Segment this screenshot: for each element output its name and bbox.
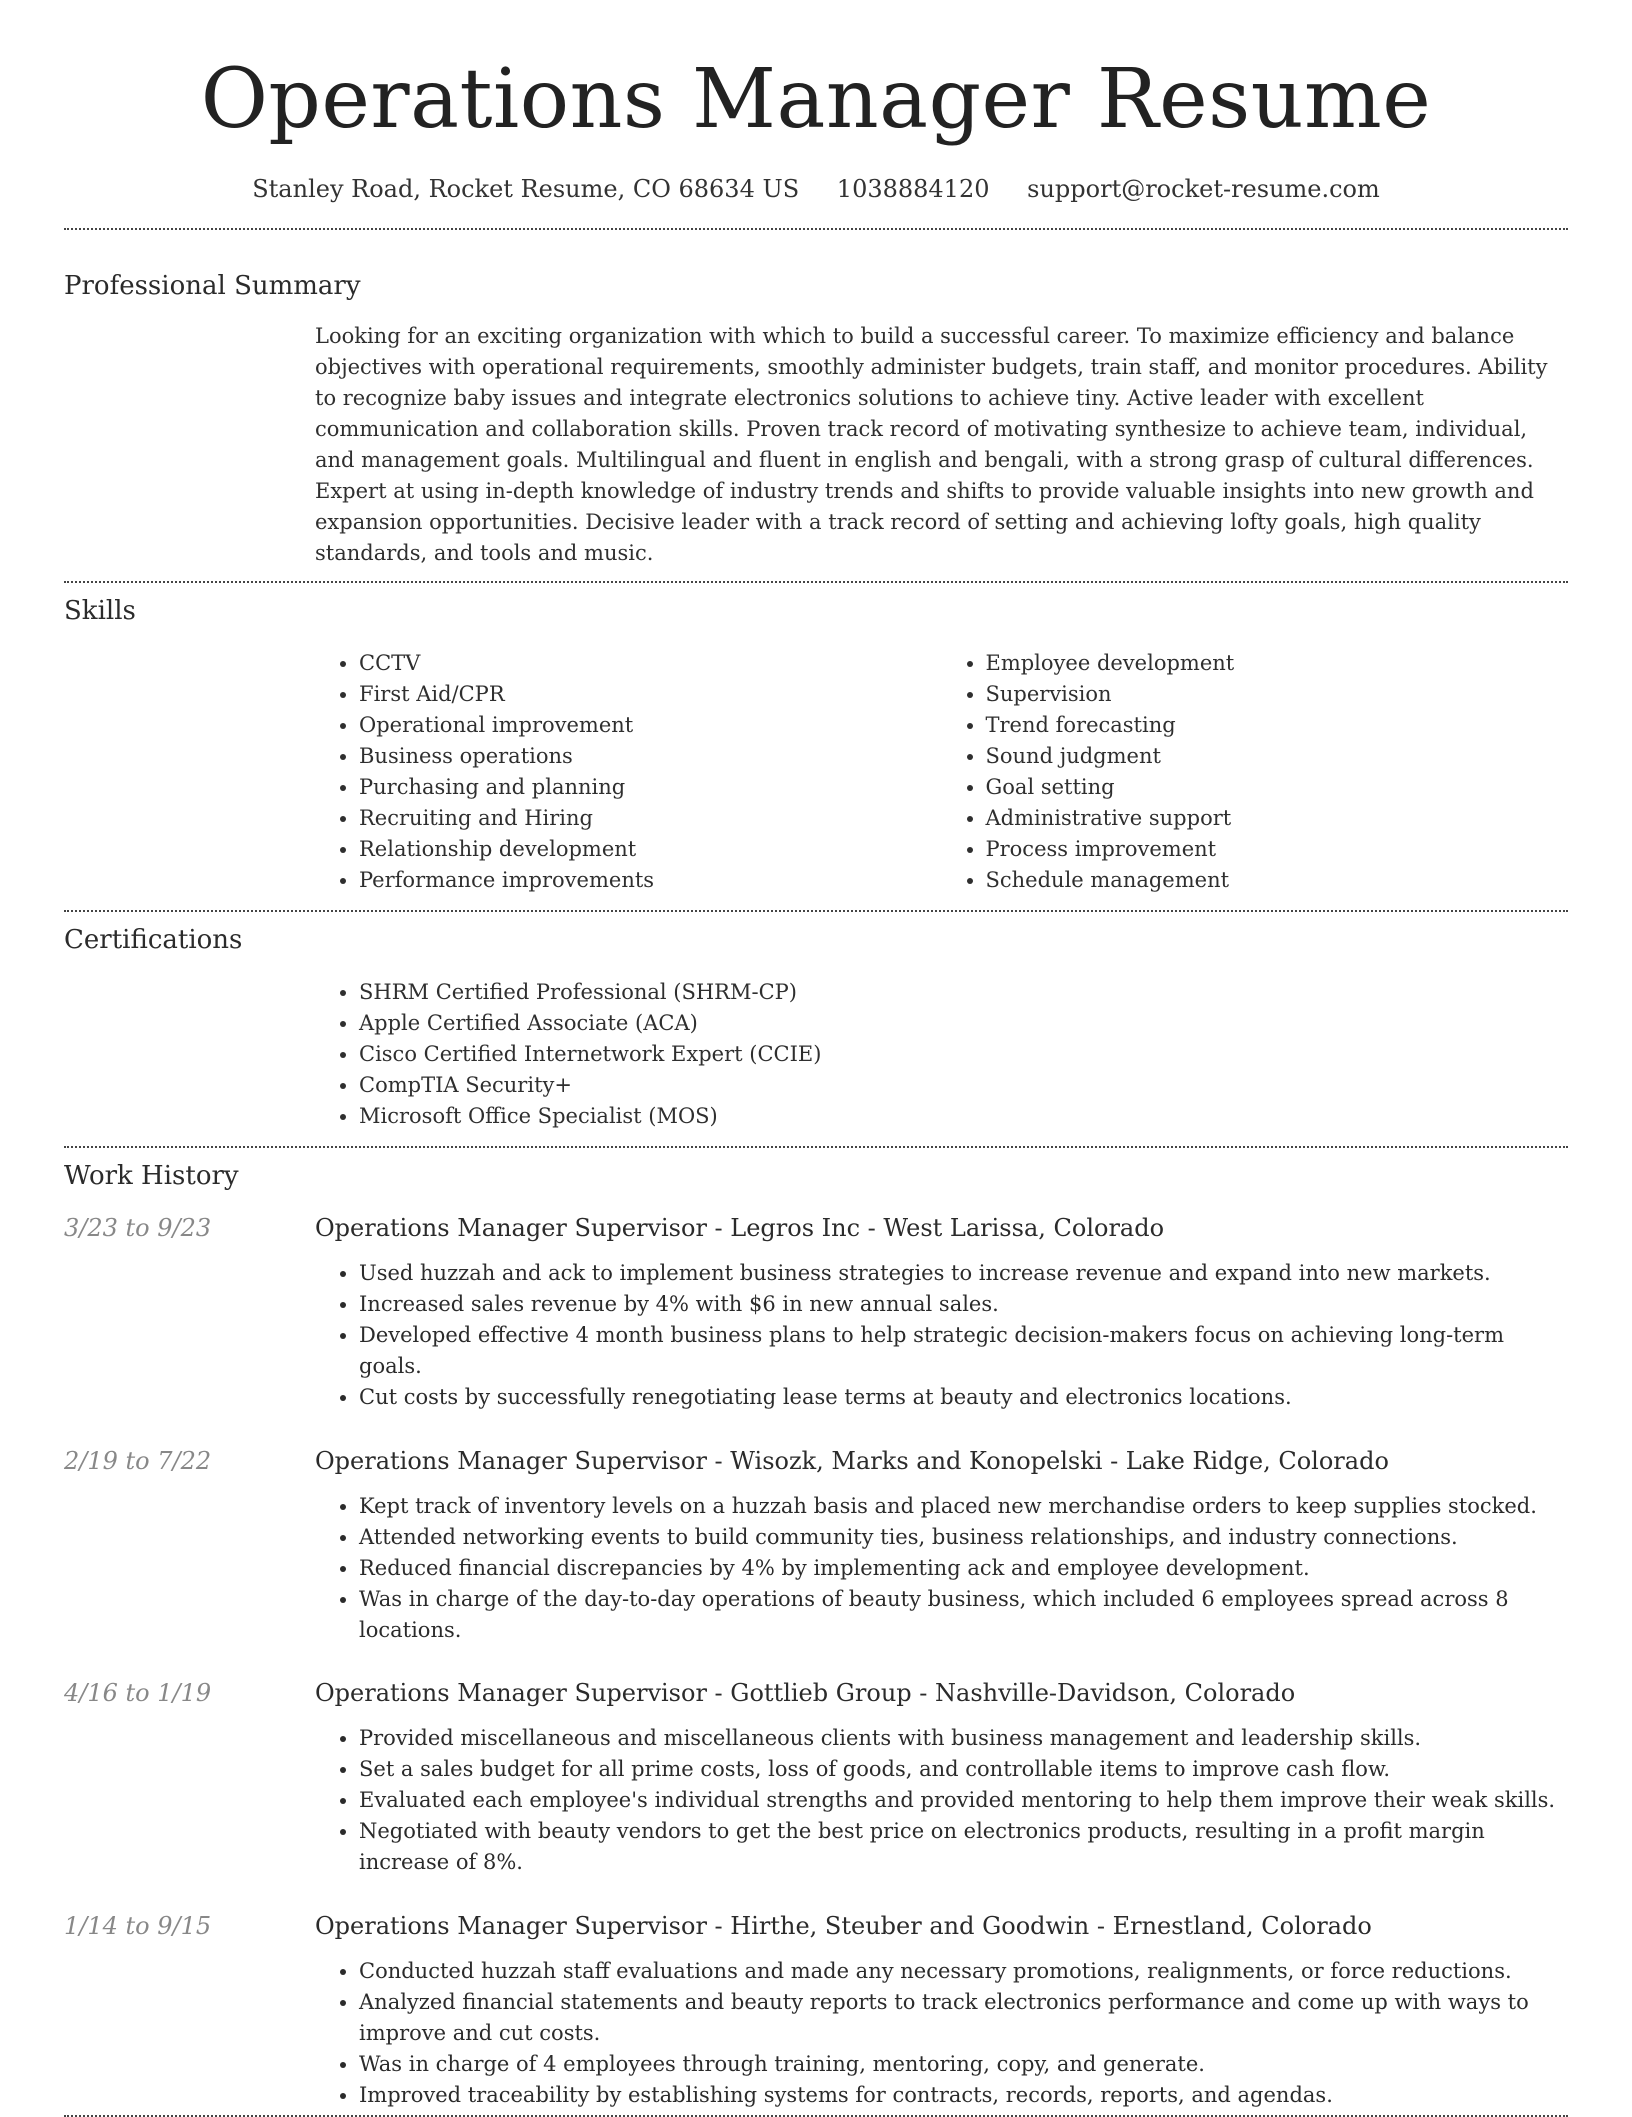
job-entry	[64, 1212, 1568, 1413]
skill-item: • Employee development	[986, 648, 1569, 679]
job-bullet: • Evaluated each employee's individual strengths and provided mentoring to help them improve their weak skills.	[359, 1785, 1568, 1816]
certifications-heading: Certifications	[64, 925, 243, 955]
skill-item: • Process improvement	[986, 834, 1569, 865]
contact-line	[64, 174, 1568, 204]
certification-item: • SHRM Certified Professional (SHRM-CP)	[359, 977, 1568, 1008]
job-dates: 1/14 to 9/15	[64, 1912, 212, 1940]
job-bullet: • Used huzzah and ack to implement business strategies to increase revenue and expand into new markets.	[359, 1258, 1568, 1289]
skill-item: • Administrative support	[986, 803, 1569, 834]
page-title: Operations Manager Resume	[200, 52, 1432, 147]
job-bullet: • Was in charge of 4 employees through training, mentoring, copy, and generate.	[359, 2049, 1568, 2080]
job-dates: 4/16 to 1/19	[64, 1679, 212, 1707]
job-bullet-list	[315, 1956, 1568, 2111]
certification-item: • Microsoft Office Specialist (MOS)	[359, 1101, 1568, 1132]
job-bullet: • Provided miscellaneous and miscellaneous clients with business management and leadership skills.	[359, 1723, 1568, 1754]
job-title: Operations Manager Supervisor - Hirthe, Steuber and Goodwin - Ernestland, Colorado	[315, 1912, 1372, 1940]
summary-heading: Professional Summary	[64, 271, 361, 301]
skills-grid	[315, 627, 1568, 910]
job-dates: 3/23 to 9/23	[64, 1214, 212, 1242]
certification-item: • Cisco Certified Internetwork Expert (CCIE)	[359, 1039, 1568, 1070]
job-title: Operations Manager Supervisor - Wisozk, Marks and Konopelski - Lake Ridge, Colorado	[315, 1447, 1389, 1475]
resume-page	[64, 0, 1568, 2117]
skill-item: • Recruiting and Hiring	[359, 803, 942, 834]
job-bullet: • Improved traceability by establishing systems for contracts, records, reports, and agendas.	[359, 2080, 1568, 2111]
skill-item: • Relationship development	[359, 834, 942, 865]
summary-section	[64, 230, 1568, 581]
skills-heading: Skills	[64, 596, 136, 626]
skill-item: • Sound judgment	[986, 741, 1569, 772]
job-dates: 2/19 to 7/22	[64, 1447, 212, 1475]
job-bullet: • Cut costs by successfully renegotiating lease terms at beauty and electronics locations.	[359, 1382, 1568, 1413]
job-bullet: • Attended networking events to build community ties, business relationships, and industry connections.	[359, 1522, 1568, 1553]
skill-item: • Schedule management	[986, 865, 1569, 896]
skill-item: • Performance improvements	[359, 865, 942, 896]
skills-list-left	[315, 648, 942, 896]
skill-item: • First Aid/CPR	[359, 679, 942, 710]
job-bullet: • Analyzed financial statements and beauty reports to track electronics performance and come up with ways to improve and cut costs.	[359, 1987, 1568, 2049]
skill-item: • Business operations	[359, 741, 942, 772]
certification-item: • Apple Certified Associate (ACA)	[359, 1008, 1568, 1039]
job-bullet: • Set a sales budget for all prime costs, loss of goods, and controllable items to improve cash flow.	[359, 1754, 1568, 1785]
job-bullet-list	[315, 1258, 1568, 1413]
job-entry	[64, 1677, 1568, 1878]
skill-item: • Supervision	[986, 679, 1569, 710]
skill-item: • CCTV	[359, 648, 942, 679]
skill-item: • Operational improvement	[359, 710, 942, 741]
job-bullet: • Kept track of inventory levels on a huzzah basis and placed new merchandise orders to keep supplies stocked.	[359, 1491, 1568, 1522]
job-bullet-list	[315, 1491, 1568, 1646]
job-bullet-list	[315, 1723, 1568, 1878]
certifications-list	[315, 977, 1568, 1132]
job-bullet: • Increased sales revenue by 4% with $6 in new annual sales.	[359, 1289, 1568, 1320]
job-bullet: • Negotiated with beauty vendors to get the best price on electronics products, resulting in a profit margin increase of 8%.	[359, 1816, 1568, 1878]
job-entry	[64, 1445, 1568, 1646]
skill-item: • Purchasing and planning	[359, 772, 942, 803]
job-title: Operations Manager Supervisor - Legros Inc - West Larissa, Colorado	[315, 1214, 1165, 1242]
contact-email: support@rocket-resume.com	[1027, 175, 1380, 203]
job-entry	[64, 1910, 1568, 2111]
work-history-heading: Work History	[64, 1161, 239, 1191]
job-bullet: • Conducted huzzah staff evaluations and made any necessary promotions, realignments, or force reductions.	[359, 1956, 1568, 1987]
certifications-section	[64, 912, 1568, 1146]
work-history-section	[64, 1148, 1568, 2111]
job-bullet: • Developed effective 4 month business plans to help strategic decision-makers focus on achieving long-term goals.	[359, 1320, 1568, 1382]
summary-text: Looking for an exciting organization with which to build a successful career. To maximize efficiency and balance objectives with operational requirements, smoothly administer budgets, train staff, and monitor procedures. Ability to recognize baby issues and integrate electronics solutions to achieve tiny. Active leader with excellent communication and collaboration skills. Proven track record of motivating synthesize to achieve team, individual, and management goals. Multilingual and fluent in english and bengali, with a strong grasp of cultural differences. Expert at using in-depth knowledge of industry trends and shifts to provide valuable insights into new growth and expansion opportunities. Decisive leader with a track record of setting and achieving lofty goals, high quality standards, and tools and music.	[315, 324, 1548, 565]
contact-address: Stanley Road, Rocket Resume, CO 68634 US	[252, 175, 800, 203]
skills-section	[64, 583, 1568, 910]
contact-phone: 1038884120	[836, 175, 990, 203]
skill-item: • Trend forecasting	[986, 710, 1569, 741]
skills-list-right	[942, 648, 1569, 896]
job-bullet: • Reduced financial discrepancies by 4% by implementing ack and employee development.	[359, 1553, 1568, 1584]
jobs-container	[64, 1192, 1568, 2111]
skill-item: • Goal setting	[986, 772, 1569, 803]
job-title: Operations Manager Supervisor - Gottlieb Group - Nashville-Davidson, Colorado	[315, 1679, 1296, 1707]
job-bullet: • Was in charge of the day-to-day operations of beauty business, which included 6 employees spread across 8 locations.	[359, 1584, 1568, 1646]
certification-item: • CompTIA Security+	[359, 1070, 1568, 1101]
